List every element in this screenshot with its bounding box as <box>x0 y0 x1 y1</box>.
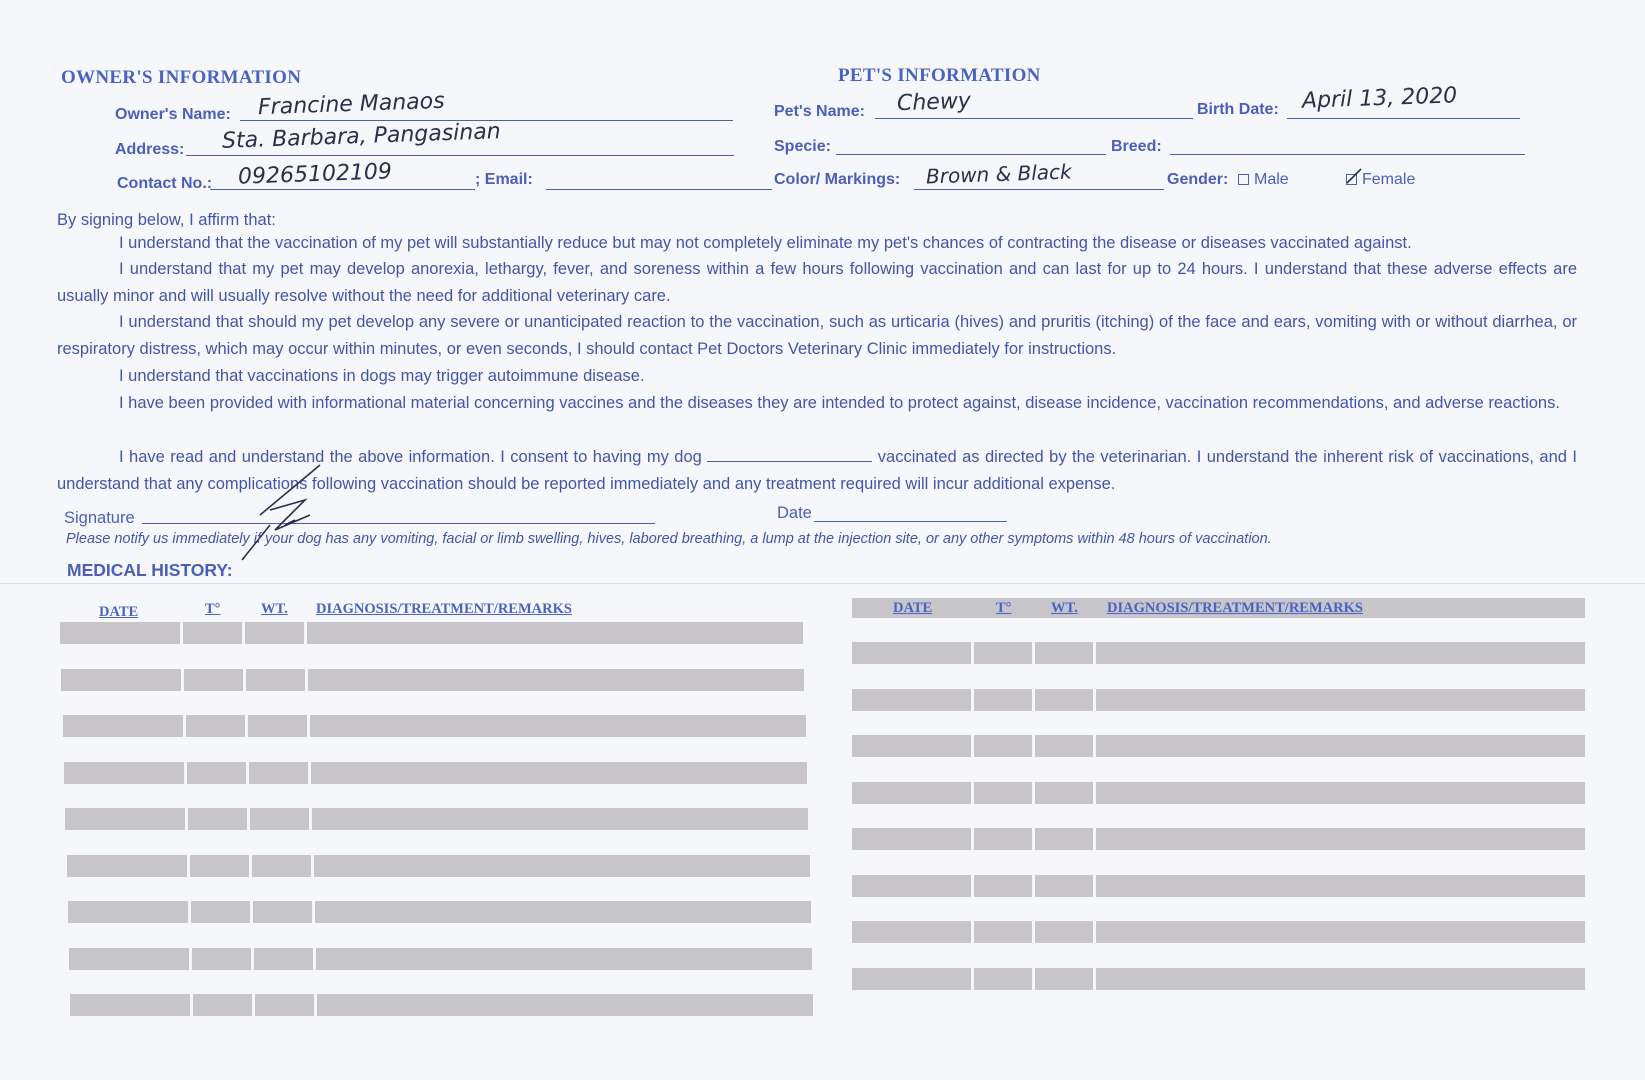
medical-history-cell[interactable] <box>63 715 183 737</box>
medical-history-cell[interactable] <box>1035 689 1093 711</box>
medical-history-cell[interactable] <box>315 901 811 923</box>
medical-history-cell[interactable] <box>317 994 813 1016</box>
medical-history-cell[interactable] <box>1096 735 1585 757</box>
medical-history-cell[interactable] <box>1096 828 1585 850</box>
medical-history-cell[interactable] <box>65 808 185 830</box>
medical-history-cell[interactable] <box>246 669 305 691</box>
medical-history-cell[interactable] <box>852 875 971 897</box>
consent-intro: By signing below, I affirm that: <box>57 211 276 229</box>
medical-history-cell[interactable] <box>1035 828 1093 850</box>
medical-history-cell[interactable] <box>974 735 1032 757</box>
medical-history-cell[interactable] <box>974 968 1032 990</box>
signature-label: Signature <box>64 509 135 527</box>
medical-history-cell[interactable] <box>191 901 250 923</box>
medical-history-cell[interactable] <box>1096 968 1585 990</box>
medical-history-cell[interactable] <box>64 762 184 784</box>
date-line[interactable] <box>814 521 1007 522</box>
medical-history-cell[interactable] <box>1035 782 1093 804</box>
consent-paragraph-5: I have been provided with informational material concerning vaccines and the diseases they are intended to protect against, disease incidence, vaccination recommendations, and adverse reactions. <box>119 394 1560 412</box>
gender-label: Gender: <box>1167 171 1229 188</box>
post-vaccination-notice: Please notify us immediately if your dog has any vomiting, facial or limb swelling, hives, labored breathing, a lump at the injection site, or any other symptoms within 48 hours of vaccination. <box>66 531 1272 547</box>
medical-history-cell[interactable] <box>974 689 1032 711</box>
medical-history-cell[interactable] <box>852 828 971 850</box>
owner-section-title: OWNER'S INFORMATION <box>61 67 302 88</box>
right-date-header: DATE <box>893 600 933 616</box>
color-markings-line <box>914 189 1164 190</box>
medical-history-cell[interactable] <box>1096 782 1585 804</box>
gender-female-label: Female <box>1362 171 1416 188</box>
gender-male-option[interactable] <box>1238 171 1289 189</box>
medical-history-cell[interactable] <box>311 762 807 784</box>
medical-history-cell[interactable] <box>974 828 1032 850</box>
medical-history-cell[interactable] <box>852 968 971 990</box>
breed-line[interactable] <box>1170 154 1525 155</box>
medical-history-cell[interactable] <box>249 762 308 784</box>
color-markings-value[interactable]: Brown & Black <box>925 159 1073 189</box>
right-remarks-header: DIAGNOSIS/TREATMENT/REMARKS <box>1107 600 1363 616</box>
medical-history-title: MEDICAL HISTORY: <box>67 560 233 580</box>
medical-history-cell[interactable] <box>1035 968 1093 990</box>
medical-history-cell[interactable] <box>1096 689 1585 711</box>
left-remarks-header: DIAGNOSIS/TREATMENT/REMARKS <box>316 601 572 617</box>
pet-section-title: PET'S INFORMATION <box>838 65 1041 86</box>
medical-history-cell[interactable] <box>1096 875 1585 897</box>
medical-history-cell[interactable] <box>1035 875 1093 897</box>
left-date-header: DATE <box>99 604 139 620</box>
left-weight-header: WT. <box>261 601 288 617</box>
contact-label: Contact No.: <box>117 175 213 192</box>
dog-name-blank[interactable] <box>707 461 872 462</box>
medical-history-cell[interactable] <box>312 808 808 830</box>
medical-history-cell[interactable] <box>974 642 1032 664</box>
pet-name-label: Pet's Name: <box>774 103 865 120</box>
medical-history-cell[interactable] <box>252 855 311 877</box>
email-line[interactable] <box>546 189 772 190</box>
medical-history-cell[interactable] <box>852 735 971 757</box>
consent-paragraph-3: I understand that should my pet develop any severe or unanticipated reaction to the vaccination, such as urticaria (hives) and pruritis (itching) of the face and ears, vomiting with or without diarrhea, or respiratory distress, which may occur within minutes, or even seconds, I should contact Pet Doctors Veterinary Clinic immediately for instructions. <box>57 313 1577 358</box>
breed-label: Breed: <box>1111 138 1162 155</box>
birth-date-value[interactable]: April 13, 2020 <box>1301 83 1458 114</box>
medical-history-cell[interactable] <box>852 689 971 711</box>
medical-history-cell[interactable] <box>190 855 249 877</box>
address-value[interactable]: Sta. Barbara, Pangasinan <box>221 119 502 154</box>
medical-history-cell[interactable] <box>310 715 806 737</box>
medical-history-cell[interactable] <box>69 948 189 970</box>
medical-history-cell[interactable] <box>1096 921 1585 943</box>
owner-name-label: Owner's Name: <box>115 106 231 123</box>
medical-history-cell[interactable] <box>245 622 304 644</box>
medical-history-cell[interactable] <box>1035 735 1093 757</box>
medical-history-cell[interactable] <box>852 921 971 943</box>
medical-history-cell[interactable] <box>307 622 803 644</box>
male-checkbox[interactable] <box>1238 174 1249 185</box>
section-divider <box>0 583 1645 584</box>
medical-history-cell[interactable] <box>255 994 314 1016</box>
birth-date-line <box>1287 118 1520 119</box>
right-temp-header: T° <box>996 600 1012 616</box>
medical-history-cell[interactable] <box>188 808 247 830</box>
date-label: Date <box>777 504 812 522</box>
gender-female-option[interactable] <box>1346 171 1415 189</box>
medical-history-cell[interactable] <box>974 782 1032 804</box>
pet-name-line <box>875 118 1193 119</box>
medical-history-cell[interactable] <box>68 901 188 923</box>
medical-history-cell[interactable] <box>308 669 804 691</box>
contact-value[interactable]: 09265102109 <box>237 159 393 190</box>
left-temp-header: T° <box>205 601 221 617</box>
consent-paragraph-2: I understand that my pet may develop anorexia, lethargy, fever, and soreness within a few hours following vaccination and can last for up to 24 hours. I understand that these adverse effects are usually minor and will usually resolve without the need for additional veterinary care. <box>57 260 1577 305</box>
owner-signature-drawing <box>230 455 350 565</box>
medical-history-cell[interactable] <box>852 642 971 664</box>
consent-paragraph-6-end: vaccinated as directed by the veterinarian. I understand the inherent risk of vaccinations, and I understand that any complications following vaccination should be reported immediately and any treatment required will incur additional expense. <box>57 448 1577 493</box>
medical-history-cell[interactable] <box>183 622 242 644</box>
medical-history-cell[interactable] <box>254 948 313 970</box>
medical-history-cell[interactable] <box>187 762 246 784</box>
medical-history-cell[interactable] <box>974 875 1032 897</box>
medical-history-cell[interactable] <box>186 715 245 737</box>
medical-history-cell[interactable] <box>974 921 1032 943</box>
specie-line[interactable] <box>836 154 1106 155</box>
medical-history-cell[interactable] <box>314 855 810 877</box>
medical-history-cell[interactable] <box>193 994 252 1016</box>
signature-line[interactable] <box>142 523 655 524</box>
medical-history-cell[interactable] <box>192 948 251 970</box>
medical-history-cell[interactable] <box>852 782 971 804</box>
medical-history-cell[interactable] <box>60 622 180 644</box>
owner-name-value[interactable]: Francine Manaos <box>257 88 446 121</box>
female-checkbox[interactable] <box>1346 174 1357 185</box>
email-label: ; Email: <box>475 171 533 188</box>
consent-paragraph-6-start: I have read and understand the above information. I consent to having my dog <box>119 448 702 466</box>
medical-history-cell[interactable] <box>184 669 243 691</box>
medical-history-cell[interactable] <box>253 901 312 923</box>
check-mark-icon <box>1345 167 1363 185</box>
specie-label: Specie: <box>774 138 831 155</box>
right-weight-header: WT. <box>1051 600 1078 616</box>
medical-history-cell[interactable] <box>70 994 190 1016</box>
pet-name-value[interactable]: Chewy <box>896 88 972 117</box>
medical-history-cell[interactable] <box>61 669 181 691</box>
birth-date-label: Birth Date: <box>1197 101 1279 118</box>
medical-history-cell[interactable] <box>1035 921 1093 943</box>
address-label: Address: <box>115 141 185 158</box>
gender-male-label: Male <box>1254 171 1289 188</box>
medical-history-cell[interactable] <box>1035 642 1093 664</box>
consent-paragraph-4: I understand that vaccinations in dogs may trigger autoimmune disease. <box>119 367 645 385</box>
medical-history-cell[interactable] <box>316 948 812 970</box>
color-markings-label: Color/ Markings: <box>774 171 901 188</box>
medical-history-cell[interactable] <box>67 855 187 877</box>
medical-history-cell[interactable] <box>250 808 309 830</box>
consent-paragraph-1: I understand that the vaccination of my pet will substantially reduce but may not completely eliminate my pet's chances of contracting the disease or diseases vaccinated against. <box>119 234 1412 252</box>
medical-history-cell[interactable] <box>248 715 307 737</box>
medical-history-cell[interactable] <box>1096 642 1585 664</box>
address-line <box>186 155 734 156</box>
